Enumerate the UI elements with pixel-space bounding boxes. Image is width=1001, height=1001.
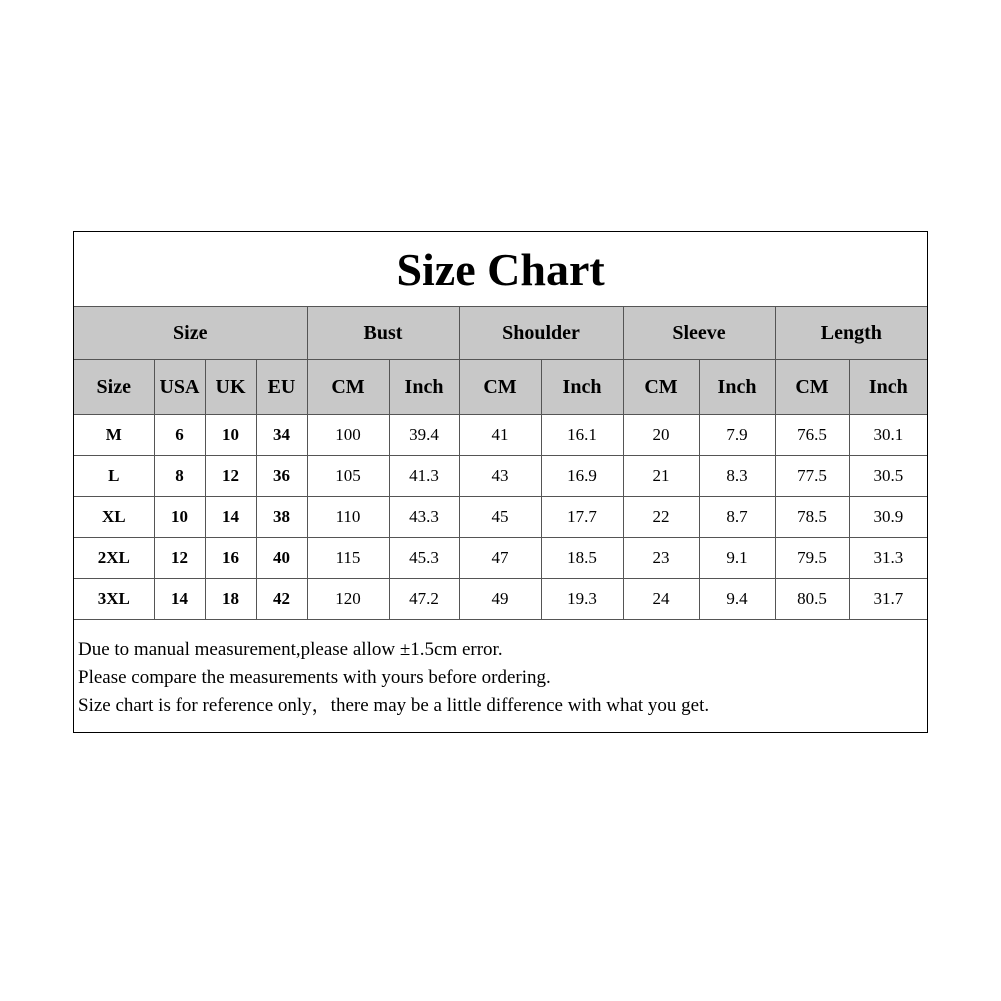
note-line: Size chart is for reference only，there may be a little difference with what you get. [78, 695, 710, 716]
cell-shoulder-inch: 18.5 [541, 538, 623, 579]
cell-sleeve-cm: 22 [623, 497, 699, 538]
cell-length-cm: 77.5 [775, 456, 849, 497]
table-row [74, 538, 927, 579]
cell-size: 2XL [74, 538, 154, 579]
cell-uk: 14 [205, 497, 256, 538]
sub-header-sleeve-inch: Inch [699, 360, 775, 415]
cell-sleeve-inch: 8.3 [699, 456, 775, 497]
group-header-sleeve: Sleeve [623, 307, 775, 360]
cell-sleeve-inch: 8.7 [699, 497, 775, 538]
cell-sleeve-cm: 23 [623, 538, 699, 579]
cell-usa: 12 [154, 538, 205, 579]
cell-sleeve-inch: 9.1 [699, 538, 775, 579]
cell-length-inch: 31.7 [849, 579, 927, 620]
cell-shoulder-cm: 47 [459, 538, 541, 579]
cell-bust-inch: 41.3 [389, 456, 459, 497]
sub-header-uk: UK [205, 360, 256, 415]
cell-uk: 10 [205, 415, 256, 456]
sub-header-shoulder-inch: Inch [541, 360, 623, 415]
note-line: Please compare the measurements with yours before ordering. [78, 667, 551, 688]
cell-bust-inch: 39.4 [389, 415, 459, 456]
group-header-size: Size [74, 307, 307, 360]
group-header-bust: Bust [307, 307, 459, 360]
cell-size: M [74, 415, 154, 456]
cell-bust-cm: 115 [307, 538, 389, 579]
cell-bust-cm: 105 [307, 456, 389, 497]
note-line: Due to manual measurement,please allow ±1.5cm error. [78, 639, 503, 660]
cell-length-cm: 80.5 [775, 579, 849, 620]
cell-shoulder-inch: 19.3 [541, 579, 623, 620]
cell-shoulder-cm: 49 [459, 579, 541, 620]
cell-eu: 42 [256, 579, 307, 620]
cell-usa: 8 [154, 456, 205, 497]
sub-header-bust-cm: CM [307, 360, 389, 415]
notes-cell [74, 620, 927, 733]
cell-size: XL [74, 497, 154, 538]
cell-eu: 36 [256, 456, 307, 497]
cell-length-inch: 31.3 [849, 538, 927, 579]
group-header-length: Length [775, 307, 927, 360]
sub-header-sleeve-cm: CM [623, 360, 699, 415]
cell-shoulder-inch: 16.9 [541, 456, 623, 497]
cell-shoulder-cm: 43 [459, 456, 541, 497]
cell-usa: 14 [154, 579, 205, 620]
cell-uk: 16 [205, 538, 256, 579]
table-row [74, 579, 927, 620]
chart-title: Size Chart [74, 232, 927, 307]
cell-uk: 12 [205, 456, 256, 497]
group-header-shoulder: Shoulder [459, 307, 623, 360]
cell-bust-cm: 110 [307, 497, 389, 538]
sub-header-shoulder-cm: CM [459, 360, 541, 415]
cell-usa: 10 [154, 497, 205, 538]
cell-bust-cm: 100 [307, 415, 389, 456]
cell-bust-inch: 47.2 [389, 579, 459, 620]
table-row [74, 415, 927, 456]
cell-bust-cm: 120 [307, 579, 389, 620]
cell-bust-inch: 45.3 [389, 538, 459, 579]
sub-header-eu: EU [256, 360, 307, 415]
cell-length-inch: 30.5 [849, 456, 927, 497]
cell-length-cm: 76.5 [775, 415, 849, 456]
group-header-row [74, 307, 927, 360]
cell-size: L [74, 456, 154, 497]
cell-length-cm: 79.5 [775, 538, 849, 579]
cell-size: 3XL [74, 579, 154, 620]
sub-header-row [74, 360, 927, 415]
cell-usa: 6 [154, 415, 205, 456]
cell-sleeve-inch: 7.9 [699, 415, 775, 456]
cell-shoulder-cm: 45 [459, 497, 541, 538]
cell-length-cm: 78.5 [775, 497, 849, 538]
cell-eu: 40 [256, 538, 307, 579]
size-table [74, 232, 927, 732]
sub-header-length-inch: Inch [849, 360, 927, 415]
cell-eu: 34 [256, 415, 307, 456]
table-row [74, 497, 927, 538]
sub-header-length-cm: CM [775, 360, 849, 415]
cell-sleeve-inch: 9.4 [699, 579, 775, 620]
notes-row [74, 620, 927, 733]
size-chart [73, 231, 928, 733]
cell-sleeve-cm: 21 [623, 456, 699, 497]
cell-shoulder-inch: 17.7 [541, 497, 623, 538]
cell-shoulder-cm: 41 [459, 415, 541, 456]
cell-sleeve-cm: 24 [623, 579, 699, 620]
table-row [74, 456, 927, 497]
cell-bust-inch: 43.3 [389, 497, 459, 538]
sub-header-usa: USA [154, 360, 205, 415]
cell-length-inch: 30.9 [849, 497, 927, 538]
cell-shoulder-inch: 16.1 [541, 415, 623, 456]
cell-length-inch: 30.1 [849, 415, 927, 456]
cell-sleeve-cm: 20 [623, 415, 699, 456]
cell-eu: 38 [256, 497, 307, 538]
sub-header-size: Size [74, 360, 154, 415]
cell-uk: 18 [205, 579, 256, 620]
table-body [74, 415, 927, 620]
sub-header-bust-inch: Inch [389, 360, 459, 415]
